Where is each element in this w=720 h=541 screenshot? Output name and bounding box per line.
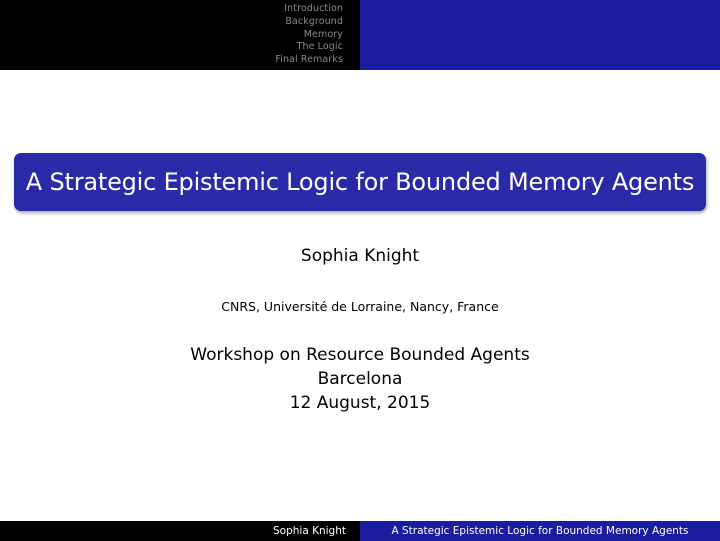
header-bar (0, 0, 720, 70)
footer-bar (0, 521, 720, 541)
section-navigation (275, 3, 343, 67)
footer-title: A Strategic Epistemic Logic for Bounded Memory Agents (360, 521, 720, 541)
nav-item-final-remarks[interactable]: Final Remarks (275, 54, 343, 66)
event-location: Barcelona (317, 369, 403, 389)
nav-item-background[interactable]: Background (285, 15, 343, 27)
nav-item-the-logic[interactable]: The Logic (296, 41, 343, 53)
header-right-panel (360, 0, 720, 70)
section-navigation-panel (0, 0, 360, 70)
event-name: Workshop on Resource Bounded Agents (190, 345, 530, 365)
footer-author: Sophia Knight (0, 521, 360, 541)
nav-item-introduction[interactable]: Introduction (284, 3, 343, 14)
event-info (0, 343, 720, 415)
event-date: 12 August, 2015 (289, 393, 431, 413)
slide-affiliation: CNRS, Université de Lorraine, Nancy, France (221, 299, 499, 314)
title-box (14, 153, 706, 211)
slide-author: Sophia Knight (300, 246, 420, 266)
slide-title: A Strategic Epistemic Logic for Bounded Memory Agents (25, 168, 695, 196)
nav-item-memory[interactable]: Memory (303, 28, 343, 40)
